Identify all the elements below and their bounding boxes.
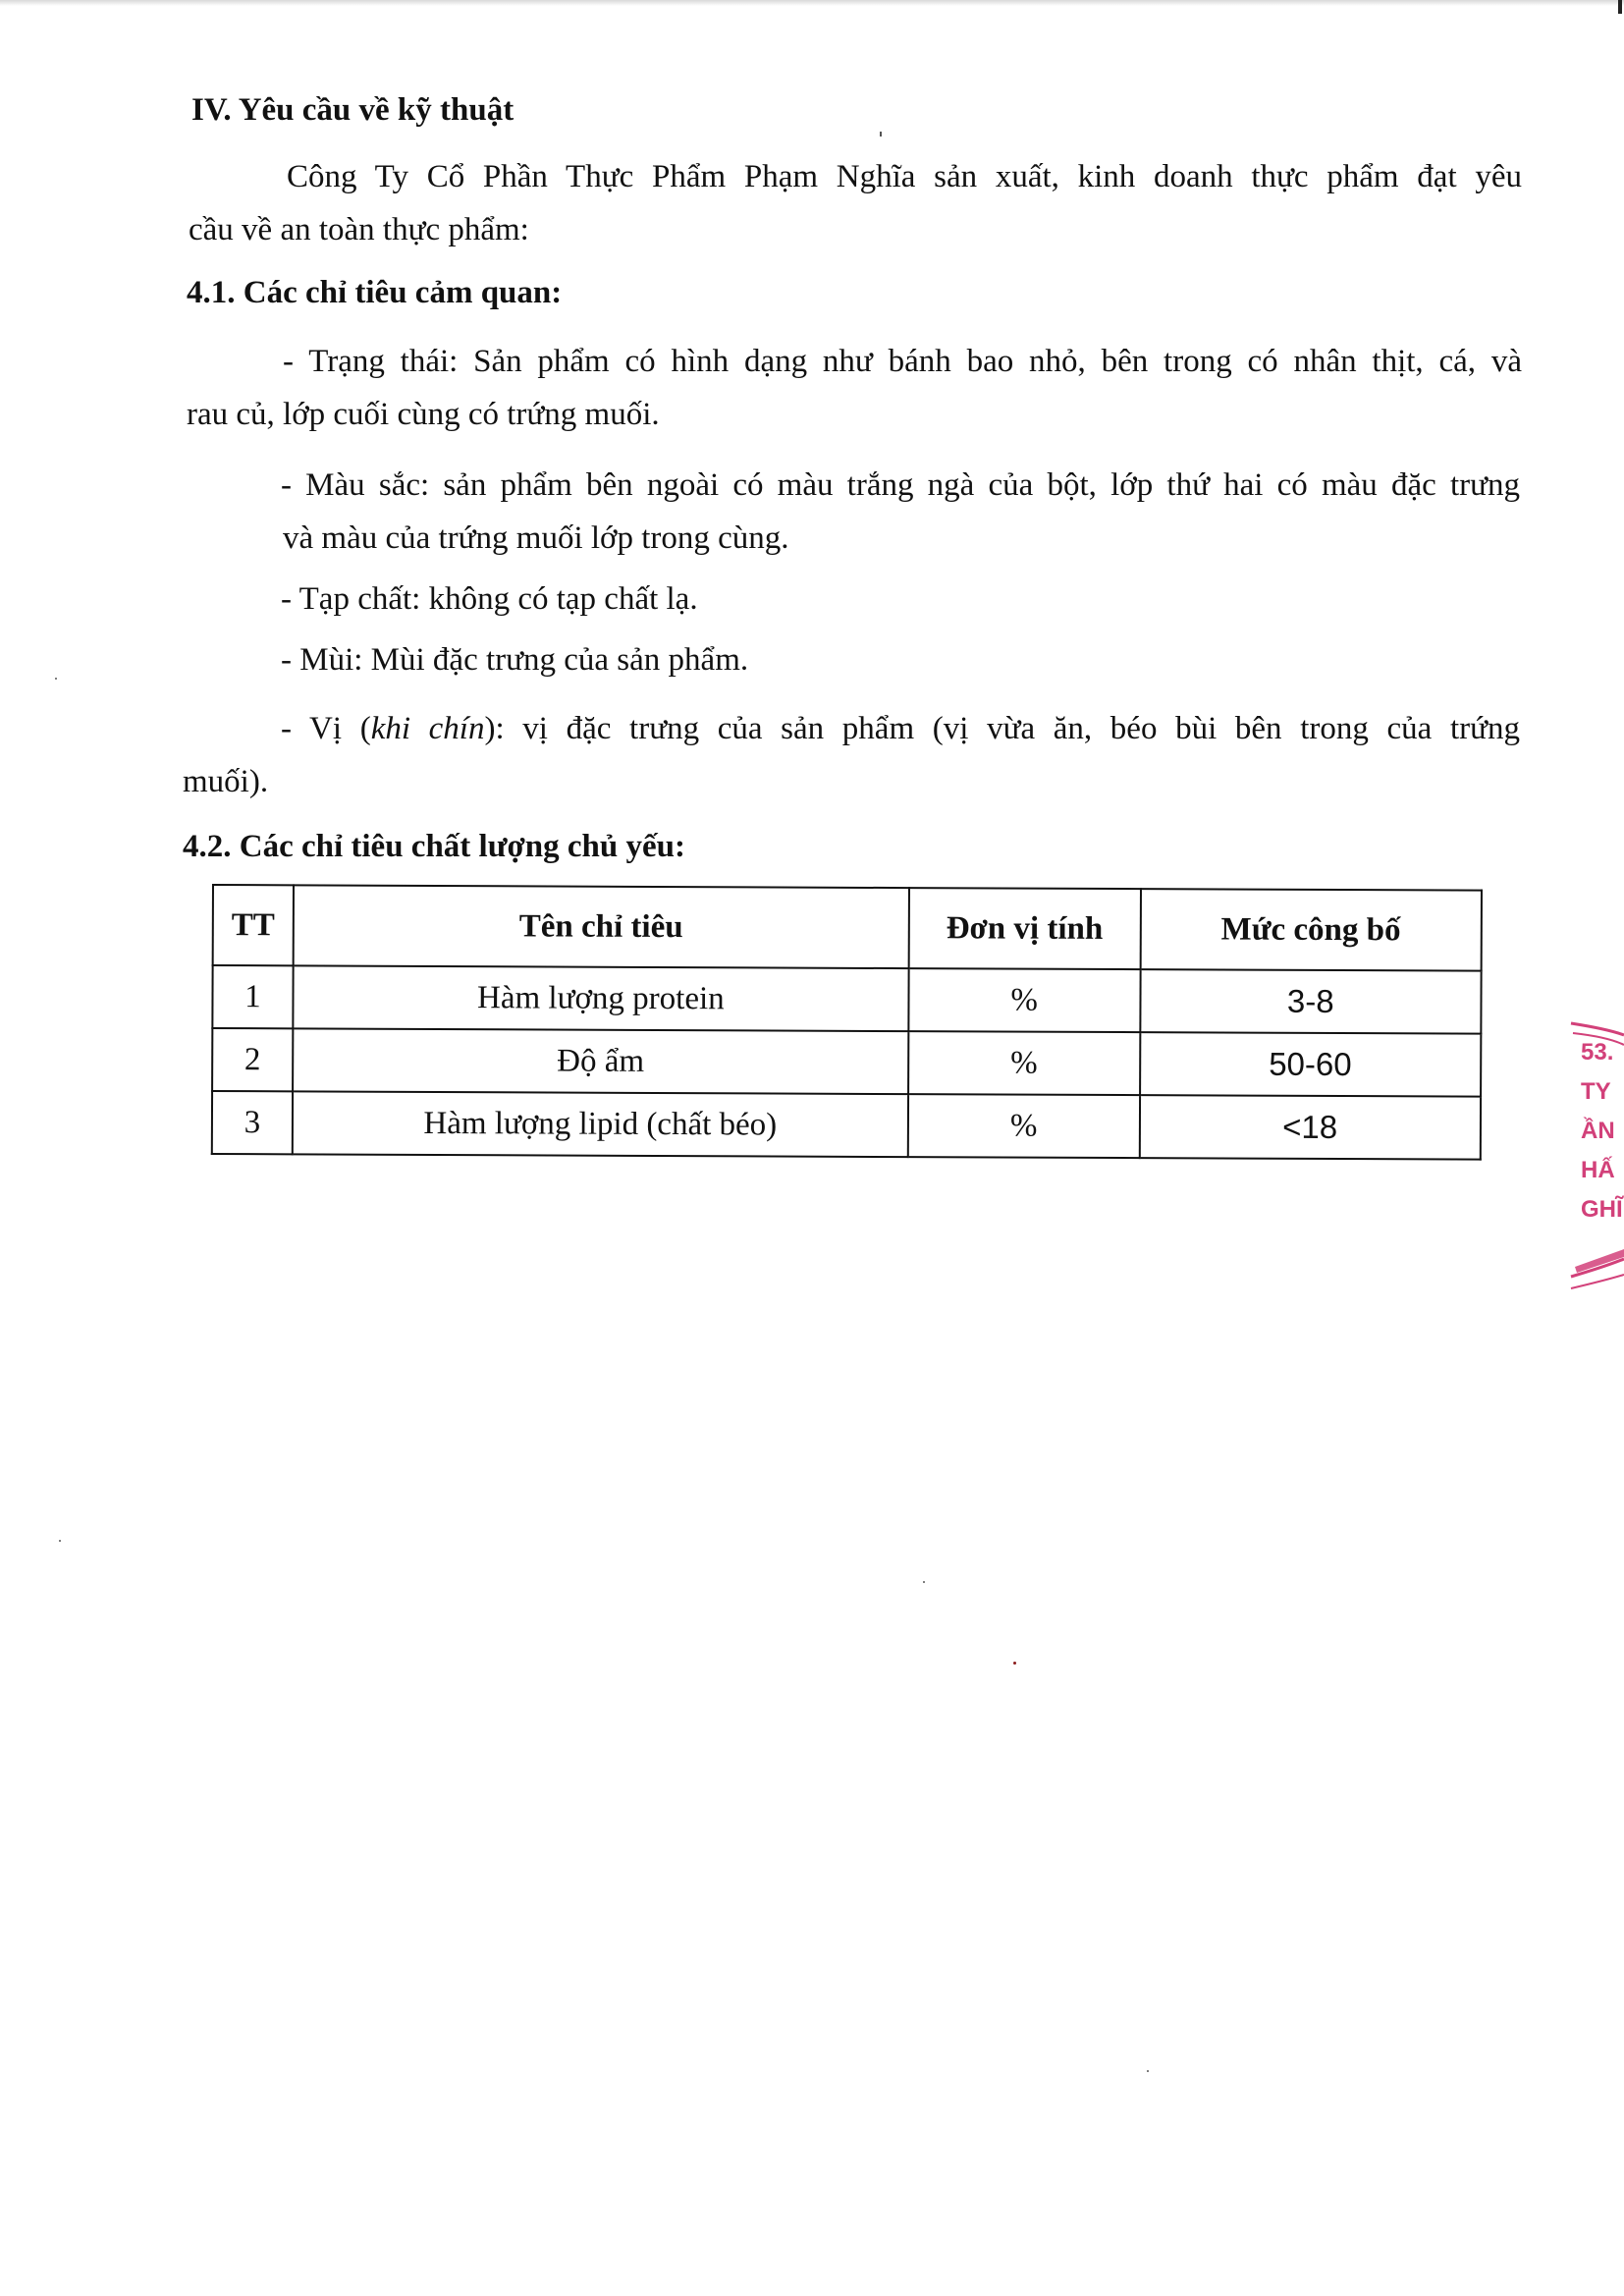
cell-unit: % bbox=[908, 968, 1140, 1032]
state-line-2: rau củ, lớp cuối cùng có trứng muối. bbox=[187, 397, 660, 432]
scan-speck bbox=[1147, 2070, 1149, 2072]
scan-speck bbox=[923, 1581, 925, 1583]
color-line-2: và màu của trứng muối lớp trong cùng. bbox=[283, 520, 789, 556]
column-header-name: Tên chỉ tiêu bbox=[294, 885, 909, 968]
cell-unit: % bbox=[908, 1094, 1140, 1158]
cell-name: Hàm lượng lipid (chất béo) bbox=[293, 1091, 908, 1157]
state-line-1: - Trạng thái: Sản phẩm có hình dạng như bánh bao nhỏ, bên trong có nhân thịt, cá, và bbox=[283, 344, 1522, 379]
taste-prefix: - Vị ( bbox=[281, 711, 371, 746]
intro-line-2: cầu về an toàn thực phẩm: bbox=[189, 212, 529, 247]
scan-speck bbox=[59, 1540, 61, 1542]
taste-rest: ): vị đặc trưng của sản phẩm (vị vừa ăn, béo bùi bên trong của trứng bbox=[484, 711, 1520, 746]
scan-speck bbox=[55, 678, 57, 680]
stamp-line: ẦN bbox=[1581, 1118, 1615, 1144]
cell-tt: 2 bbox=[212, 1028, 293, 1091]
smell-line: - Mùi: Mùi đặc trưng của sản phẩm. bbox=[281, 642, 749, 678]
taste-line-2: muối). bbox=[183, 764, 269, 799]
scan-speck bbox=[1013, 1662, 1016, 1665]
company-stamp bbox=[1569, 1021, 1624, 1306]
section-heading: IV. Yêu cầu về kỹ thuật bbox=[191, 92, 514, 128]
sensory-heading: 4.1. Các chỉ tiêu cảm quan: bbox=[187, 275, 563, 310]
table-row bbox=[212, 1091, 1481, 1160]
table-row bbox=[212, 1028, 1481, 1097]
column-header-unit: Đơn vị tính bbox=[908, 888, 1140, 969]
column-header-level: Mức công bố bbox=[1140, 889, 1482, 971]
quality-heading: 4.2. Các chỉ tiêu chất lượng chủ yếu: bbox=[183, 829, 685, 864]
table-header-row bbox=[213, 885, 1482, 971]
scan-speck bbox=[880, 132, 882, 137]
cell-name: Hàm lượng protein bbox=[293, 965, 908, 1031]
scan-edge-mark bbox=[1618, 0, 1622, 14]
cell-name: Độ ẩm bbox=[293, 1028, 908, 1094]
cell-level: <18 bbox=[1139, 1095, 1481, 1160]
column-header-tt: TT bbox=[213, 885, 294, 965]
stamp-line: 53. bbox=[1581, 1039, 1614, 1066]
impurity-line: - Tạp chất: không có tạp chất lạ. bbox=[281, 581, 698, 617]
stamp-line: TY bbox=[1581, 1078, 1611, 1105]
color-line-1: - Màu sắc: sản phẩm bên ngoài có màu trắng ngà của bột, lớp thứ hai có màu đặc trưng bbox=[281, 467, 1520, 503]
table-row bbox=[212, 965, 1481, 1034]
stamp-line: HẤ bbox=[1581, 1157, 1615, 1183]
scan-top-edge bbox=[0, 0, 1624, 6]
quality-table bbox=[211, 884, 1483, 1161]
cell-level: 50-60 bbox=[1140, 1032, 1482, 1097]
stamp-line: GHĨ bbox=[1581, 1196, 1623, 1223]
cell-tt: 3 bbox=[212, 1091, 293, 1154]
taste-italic: khi chín bbox=[370, 711, 485, 746]
cell-unit: % bbox=[908, 1031, 1140, 1095]
taste-line-1 bbox=[281, 709, 1520, 748]
cell-tt: 1 bbox=[212, 965, 293, 1028]
cell-level: 3-8 bbox=[1140, 969, 1482, 1034]
intro-line-1: Công Ty Cổ Phần Thực Phẩm Phạm Nghĩa sản xuất, kinh doanh thực phẩm đạt yêu bbox=[287, 159, 1522, 194]
